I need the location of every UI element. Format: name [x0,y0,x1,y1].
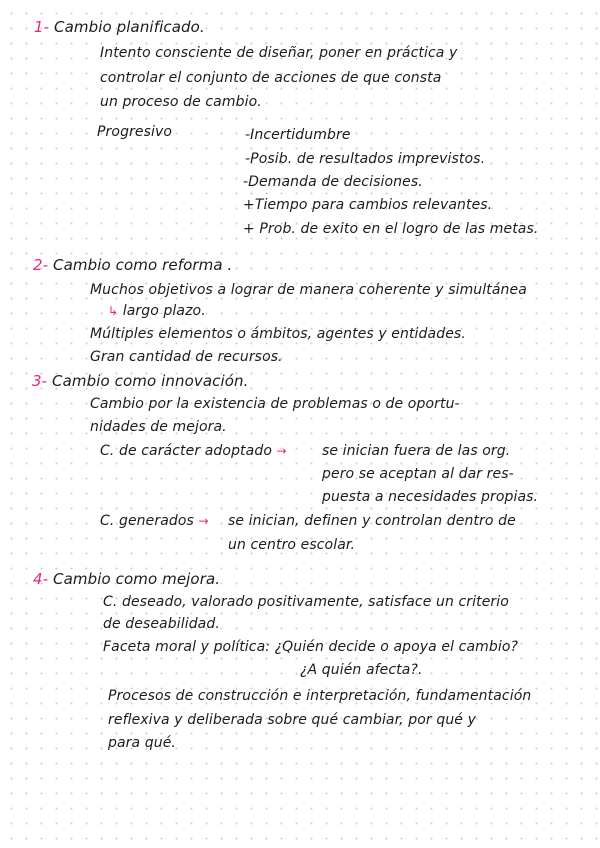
section-3-body-line: nidades de mejora. [90,419,227,435]
progresivo-item: -Incertidumbre [245,127,351,143]
facet-label: Faceta moral y política: [103,639,271,655]
section-1-body-line: un proceso de cambio. [100,94,262,110]
progresivo-label: Progresivo [97,124,173,140]
adoptado-text-line: puesta a necesidades propias. [322,489,539,505]
section-1-title: Cambio planificado. [54,18,205,36]
progresivo-item: -Demanda de decisiones. [243,174,423,190]
adoptado-text-line: pero se aceptan al dar res- [322,466,514,482]
section-4-number: 4- [33,570,49,588]
process-line: Procesos de construcción e interpretación, fundamentación [108,688,532,704]
section-2-heading [33,256,232,274]
section-3-title: Cambio como innovación. [52,372,249,390]
generados-text-line: un centro escolar. [228,537,356,553]
progresivo-item: +Tiempo para cambios relevantes. [243,197,493,213]
section-4-body-line: C. deseado, valorado positivamente, satisface un criterio [103,594,509,610]
section-1-body-line: controlar el conjunto de acciones de que consta [100,70,442,86]
section-2-body-line [108,303,206,319]
section-3-body-line: Cambio por la existencia de problemas o de oportu- [90,396,460,412]
section-2-body-text: largo plazo. [122,303,206,319]
progresivo-item: + Prob. de exito en el logro de las metas. [243,221,539,237]
section-2-body-line: Gran cantidad de recursos. [90,349,283,365]
process-line: para qué. [108,735,176,751]
section-2-body-line: Múltiples elementos o ámbitos, agentes y entidades. [90,326,466,342]
section-3-heading [32,372,249,390]
section-1-body-line: Intento consciente de diseñar, poner en práctica y [100,45,458,61]
arrow-icon: ↳ [108,304,119,318]
section-4-body-line: de deseabilidad. [103,616,220,632]
section-2-number: 2- [33,256,49,274]
section-4-heading [33,570,220,588]
adoptado-label-text: C. de carácter adoptado [100,443,272,459]
section-1-heading [34,18,205,36]
generados-text-line: se inician, definen y controlan dentro de [228,513,516,529]
process-line: reflexiva y deliberada sobre qué cambiar, por qué y [108,712,476,728]
generados-label [100,513,209,529]
section-2-title: Cambio como reforma . [53,256,233,274]
arrow-right-icon: → [198,514,209,528]
facet-line [103,639,518,655]
section-1-number: 1- [34,18,50,36]
arrow-right-icon: → [276,444,287,458]
section-3-number: 3- [32,372,48,390]
section-2-body-line: Muchos objetivos a lograr de manera coherente y simultánea [90,282,527,298]
facet-question-2: ¿A quién afecta?. [300,662,423,678]
generados-label-text: C. generados [100,513,194,529]
adoptado-text-line: se inician fuera de las org. [322,443,511,459]
section-4-title: Cambio como mejora. [53,570,221,588]
progresivo-item: -Posib. de resultados imprevistos. [245,151,486,167]
facet-question-1: ¿Quién decide o apoya el cambio? [274,639,519,655]
adoptado-label [100,443,287,459]
